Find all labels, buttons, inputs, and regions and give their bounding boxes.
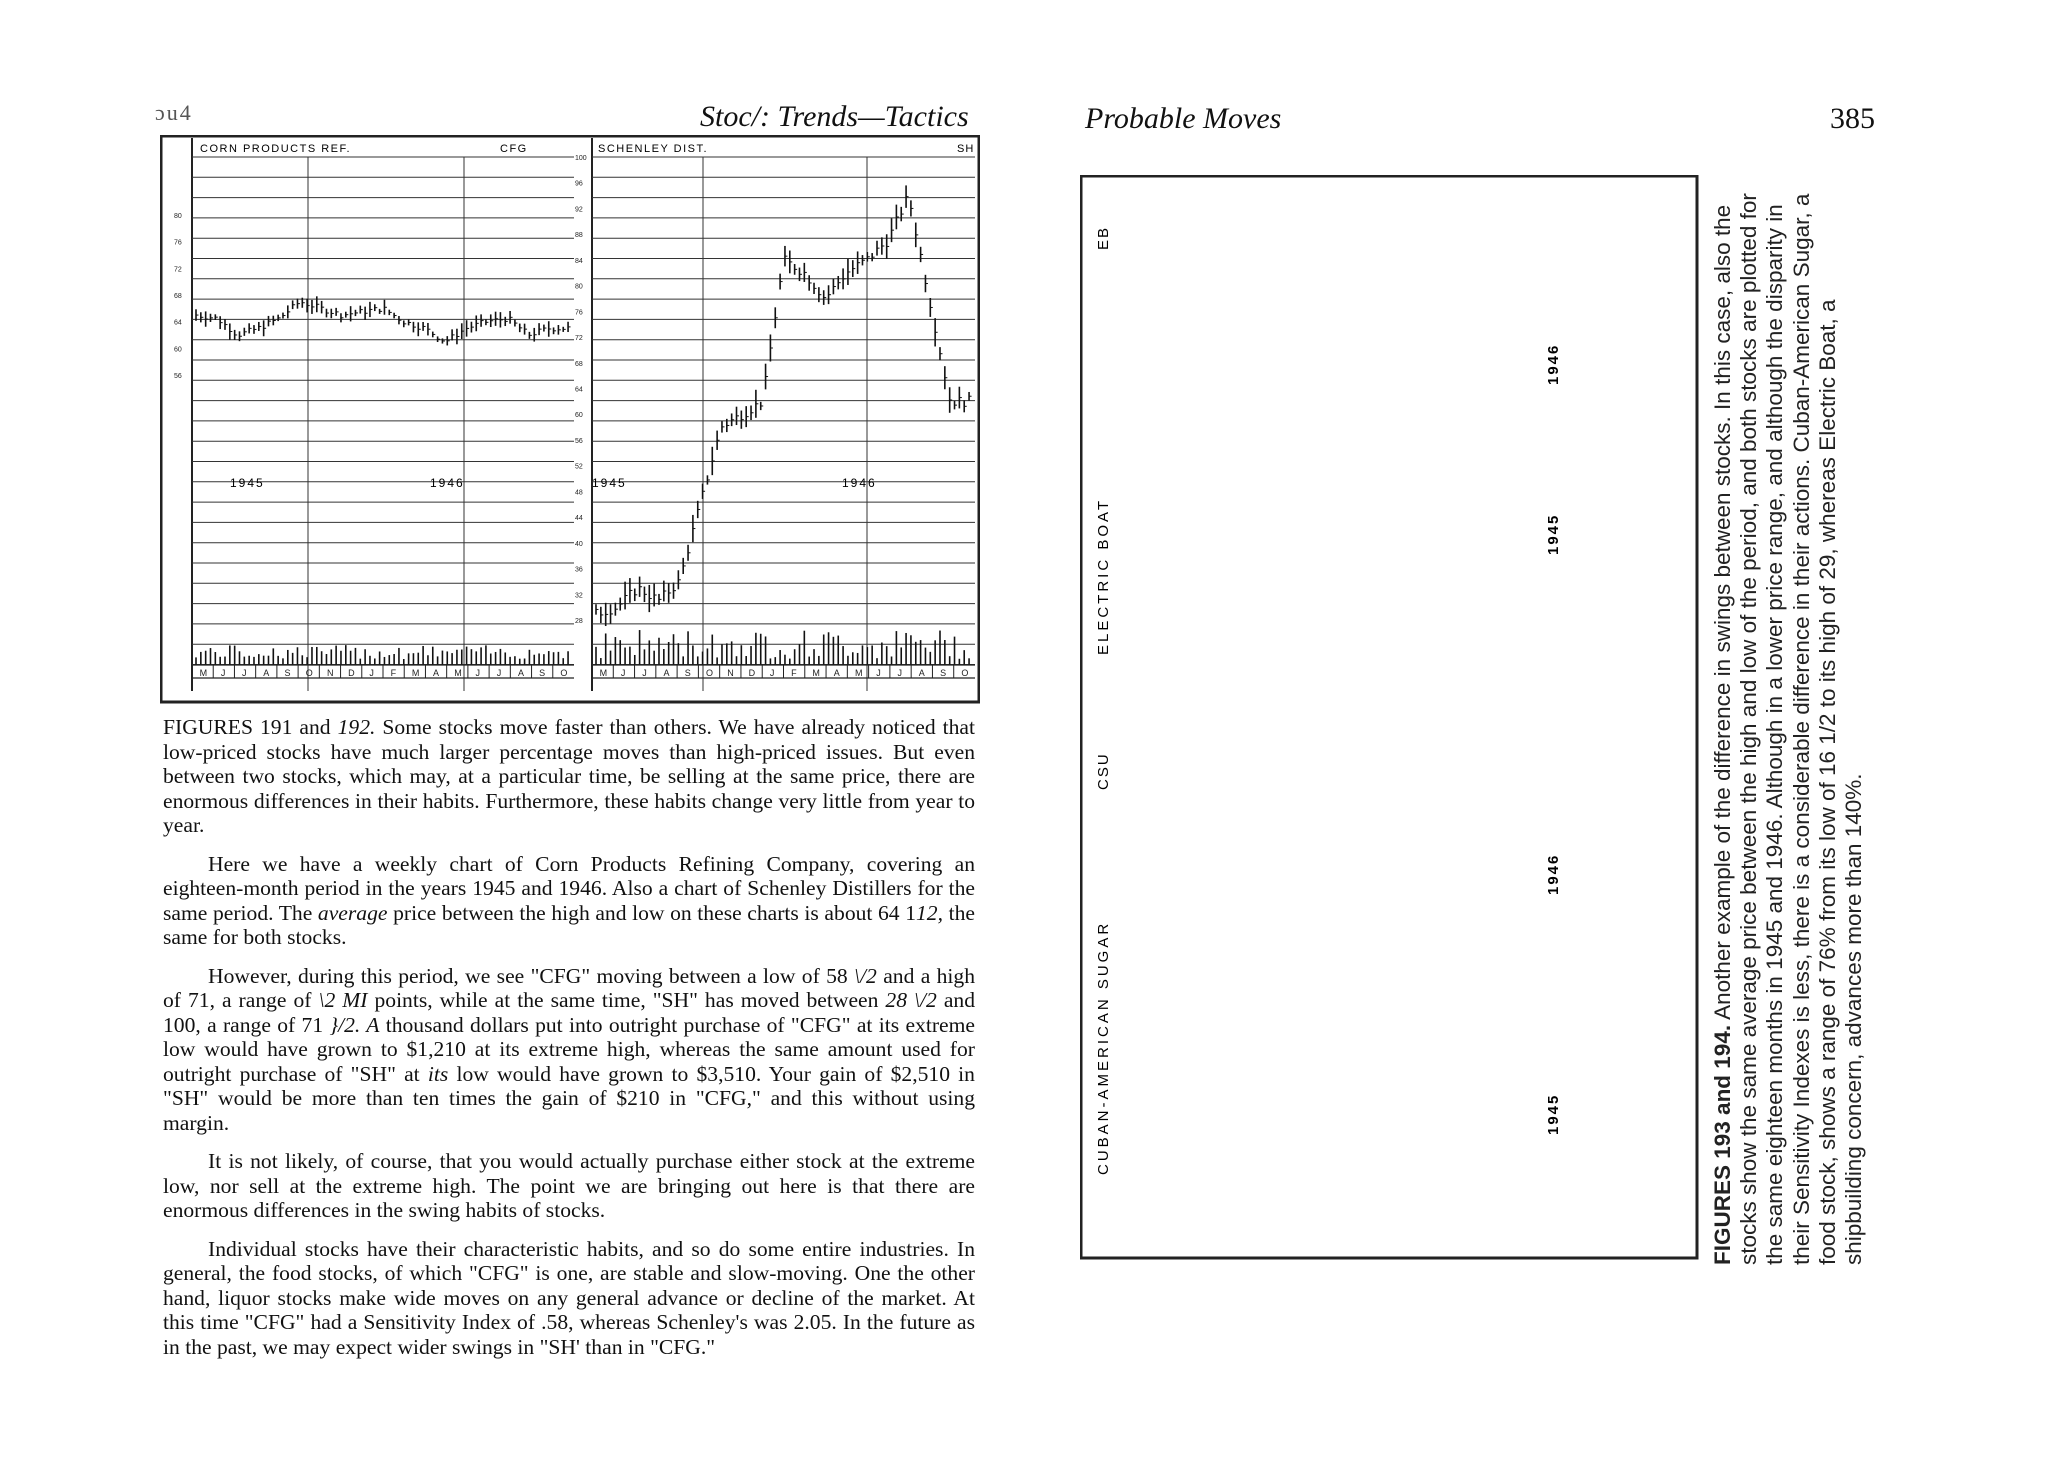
sh-month-label: J: [642, 668, 647, 678]
eb-year-1945: 1945: [1545, 513, 1562, 555]
sh-tick-label: 96: [575, 180, 583, 188]
sh-tick-label: 36: [575, 566, 583, 574]
cfg-month-label: O: [305, 668, 313, 678]
cfg-month-label: S: [539, 668, 546, 678]
sh-month-label: M: [854, 668, 863, 678]
csu-symbol: CSU: [1095, 752, 1112, 790]
sh-tick-label: 44: [575, 515, 583, 523]
cfg-tick-label: 64: [174, 319, 182, 327]
cfg-year-1945: 1945: [230, 476, 265, 490]
cfg-title: CORN PRODUCTS REF.: [200, 143, 352, 155]
sh-month-label: M: [812, 668, 820, 678]
figure-193-194-caption: FIGURES 193 and 194. Another example of the difference in swings between stocks. In this case, also the stocks show the same average price between the high and low of the period, and both stocks are plotted for the same eighteen months in 1945 and 1946. Although in a lower price range, and although the disparity in their Sensitivity Indexes is less, there is a considerable difference in their actions. Cuban-American Sugar, a food stock, shows a range of 76% from its low of 16 1/2 to its high of 29, whereas Electric Boat, a shipbuilding concern, advances more than 140%.: [1710, 193, 1867, 1265]
sh-year-1945: 1945: [592, 476, 627, 490]
paragraph-5: Individual stocks have their characteristic habits, and so do some entire industries. In general, the food stocks, of which "CFG" is one, are stable and slow-moving. One the other hand, liquor stocks make wide moves on any general advance or decline of the market. At this time "CFG" had a Sensitivity Index of .58, whereas Schenley's was 2.05. In the future as in the past, we may expect wider swings in "SH' than in "CFG.": [163, 1236, 975, 1359]
cfg-month-label: F: [390, 668, 397, 678]
sh-tick-label: 40: [575, 540, 583, 548]
sh-month-label: A: [663, 668, 670, 678]
sh-tick-label: 32: [575, 592, 583, 600]
right-running-title: Probable Moves: [1085, 102, 1282, 135]
sh-month-label: A: [833, 668, 840, 678]
cfg-year-1946: 1946: [430, 476, 465, 490]
sh-symbol: SH: [957, 143, 975, 155]
sh-tick-label: 48: [575, 489, 583, 497]
cfg-month-label: M: [454, 668, 462, 678]
figures-191-192-chart: [160, 135, 980, 705]
sh-title: SCHENLEY DIST.: [598, 143, 709, 155]
cfg-tick-label: 68: [174, 293, 182, 300]
cfg-month-label: J: [242, 668, 247, 678]
cfg-symbol: CFG: [500, 143, 528, 155]
cfg-tick-label: 72: [174, 266, 182, 274]
cfg-tick-label: 56: [174, 373, 182, 380]
sh-tick-label: 92: [575, 206, 583, 214]
cfg-month-label: A: [517, 668, 524, 678]
sh-month-label: S: [940, 668, 947, 678]
cfg-month-label: N: [326, 668, 334, 678]
eb-year-1946: 1946: [1545, 343, 1562, 385]
sh-tick-label: 72: [575, 335, 583, 343]
cfg-month-label: J: [369, 668, 374, 678]
sh-month-label: J: [769, 668, 775, 678]
sh-month-label: M: [599, 668, 608, 678]
sh-year-1946: 1946: [842, 476, 877, 490]
sh-tick-label: 64: [575, 386, 583, 394]
sh-tick-label: 84: [575, 257, 583, 265]
sh-month-label: F: [791, 668, 797, 678]
figure-191-192-caption: FIGURES 191 and 192. Some stocks move faster than others. We have already noticed that low-priced stocks have much larger percentage moves than high-priced issues. But even between two stocks, which may, at a particular time, be selling at the same price, there are enormous differences in their habits. Furthermore, these habits change very little from year to year.: [163, 715, 976, 837]
left-running-title: Stoc/: Trends—Tactics: [700, 100, 969, 133]
sh-tick-label: 100: [575, 155, 587, 162]
cfg-month-label: J: [475, 668, 480, 678]
csu-year-1946: 1946: [1545, 853, 1562, 895]
eb-symbol: EB: [1095, 225, 1112, 250]
sh-month-label: J: [620, 668, 626, 678]
cfg-tick-label: 76: [174, 239, 182, 247]
cfg-month-label: J: [496, 668, 502, 678]
sh-month-label: J: [876, 668, 881, 678]
right-page-number: 385: [1830, 102, 1875, 135]
sh-tick-label: 52: [575, 463, 583, 471]
paragraph-4: It is not likely, of course, that you would actually purchase either stock at the extreme low, nor sell at the extreme high. The point we are bringing out here is that there are enormous differences in the swing habits of stocks.: [163, 1149, 975, 1222]
cfg-month-label: A: [433, 668, 440, 678]
cfg-tick-label: 80: [174, 213, 182, 220]
figures-193-194-chart: [1080, 175, 1700, 1260]
csu-title: CUBAN-AMERICAN SUGAR: [1095, 920, 1112, 1175]
paragraph-2: Here we have a weekly chart of Corn Products Refining Company, covering an eighteen-month period in the years 1945 and 1946. Also a chart of Schenley Distillers for the same period. The average price between the high and low on these charts is about 64 112, the same for both stocks.: [163, 851, 975, 949]
eb-title: ELECTRIC BOAT: [1095, 497, 1112, 655]
sh-month-label: D: [748, 668, 756, 678]
cfg-month-label: A: [263, 668, 270, 678]
left-page-body: [163, 715, 975, 1373]
sh-month-label: O: [706, 668, 714, 678]
sh-month-label: J: [897, 668, 903, 678]
paragraph-3: However, during this period, we see "CFG" moving between a low of 58 \/2 and a high of 71, a range of \2 MI points, while at the same time, "SH" has moved between 28 \/2 and 100, a range of 71 }/2. A thousand dollars put into outright purchase of "CFG" at its extreme low would have grown to $1,210 at its extreme high, whereas the same amount used for outright purchase of "SH" at its low would have grown to $3,510. Your gain of $2,510 in "SH" would be more than ten times the gain of $210 in "CFG," and this without using margin.: [163, 963, 976, 1135]
sh-tick-label: 76: [575, 309, 583, 317]
cfg-month-label: S: [284, 668, 291, 678]
sh-tick-label: 60: [575, 412, 583, 420]
left-page-number: ɔu4: [155, 100, 193, 125]
cfg-month-label: J: [220, 668, 226, 678]
sh-month-label: N: [727, 668, 734, 678]
cfg-month-label: M: [411, 668, 420, 678]
sh-month-label: S: [684, 668, 691, 678]
sh-tick-label: 56: [575, 437, 583, 445]
csu-year-1945: 1945: [1545, 1093, 1562, 1135]
sh-month-label: A: [918, 668, 925, 678]
sh-tick-label: 80: [575, 283, 583, 291]
cfg-month-label: M: [199, 668, 208, 678]
cfg-tick-label: 60: [174, 346, 182, 354]
sh-tick-label: 68: [575, 360, 583, 368]
cfg-month-label: D: [348, 668, 355, 678]
sh-tick-label: 88: [575, 232, 583, 240]
sh-tick-label: 28: [575, 618, 583, 625]
cfg-month-label: O: [560, 668, 568, 678]
sh-month-label: O: [961, 668, 969, 678]
